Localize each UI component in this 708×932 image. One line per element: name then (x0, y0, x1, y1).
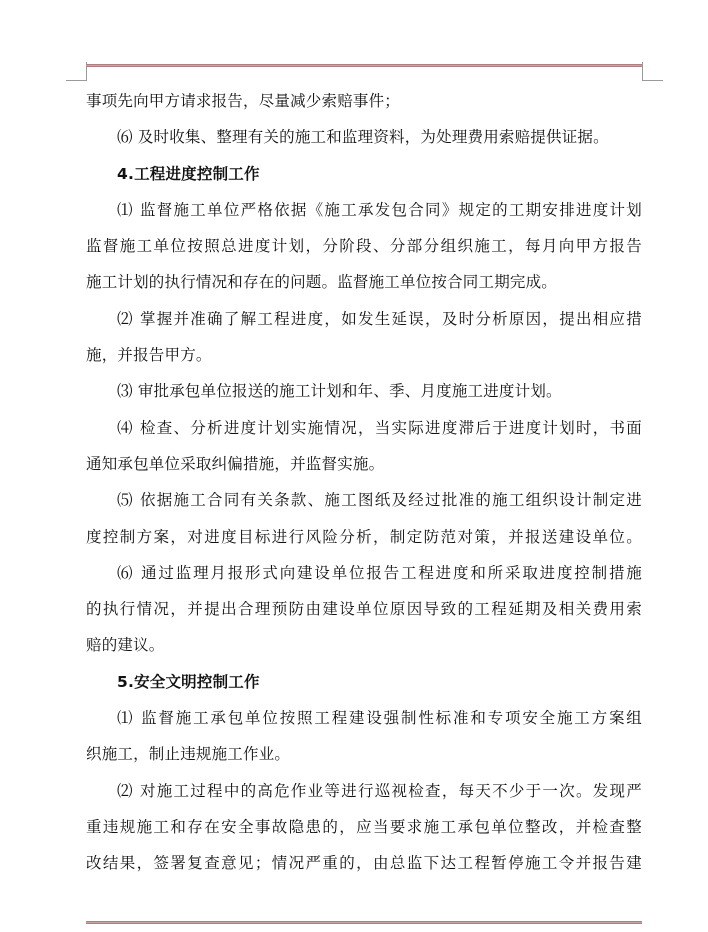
document-body (86, 83, 642, 882)
text-line: ⑴ 监督施工承包单位按照工程建设强制性标准和专项安全施工方案组 (117, 709, 642, 728)
text-line: ⑴ 监督施工单位严格依据《施工承发包合同》规定的工期安排进度计划 (117, 200, 642, 219)
text-line: 改结果，签署复查意见；情况严重的，由总监下达工程暂停施工令并报告建 (86, 854, 642, 873)
text-line: 施，并报告甲方。 (86, 346, 212, 365)
text-line: ⑵ 对施工过程中的高危作业等进行巡视检查，每天不少于一次。发现严 (117, 781, 642, 800)
text-line: ⑹ 及时收集、整理有关的施工和监理资料，为处理费用索赔提供证据。 (117, 128, 609, 147)
header-rule (86, 64, 642, 67)
text-line: ⑶ 审批承包单位报送的施工计划和年、季、月度施工进度计划。 (117, 382, 562, 401)
text-line: ⑸ 依据施工合同有关条款、施工图纸及经过批准的施工组织设计制定进 (117, 491, 642, 510)
text-line: 的执行情况，并提出合理预防由建设单位原因导致的工程延期及相关费用索 (86, 600, 642, 619)
header-corner-mark-left (66, 62, 87, 81)
text-line: 监督施工单位按照总进度计划，分阶段、分部分组织施工，每月向甲方报告 (86, 237, 642, 256)
text-line: 织施工，制止违规施工作业。 (86, 745, 291, 764)
text-line: ⑷ 检查、分析进度计划实施情况，当实际进度滞后于进度计划时，书面 (117, 418, 642, 437)
footer-rule (86, 921, 642, 924)
text-line: 重违规施工和存在安全事故隐患的，应当要求施工承包单位整改，并检查整 (86, 817, 642, 836)
text-line: ⑹ 通过监理月报形式向建设单位报告工程进度和所采取进度控制措施 (117, 563, 642, 582)
text-line: 施工计划的执行情况和存在的问题。监督施工单位按合同工期完成。 (86, 273, 558, 292)
header-corner-mark-right (642, 62, 663, 81)
text-line: 事项先向甲方请求报告，尽量减少索赔事件； (86, 92, 401, 110)
text-line: 通知承包单位采取纠偏措施，并监督实施。 (86, 454, 385, 473)
section-heading: 5.安全文明控制工作 (117, 672, 260, 691)
text-line: 度控制方案，对进度目标进行风险分析，制定防范对策，并报送建设单位。 (86, 527, 642, 546)
section-heading: 4.工程进度控制工作 (117, 164, 260, 183)
text-line: 赔的建议。 (86, 636, 165, 655)
text-line: ⑵ 掌握并准确了解工程进度，如发生延误，及时分析原因，提出相应措 (117, 309, 642, 328)
